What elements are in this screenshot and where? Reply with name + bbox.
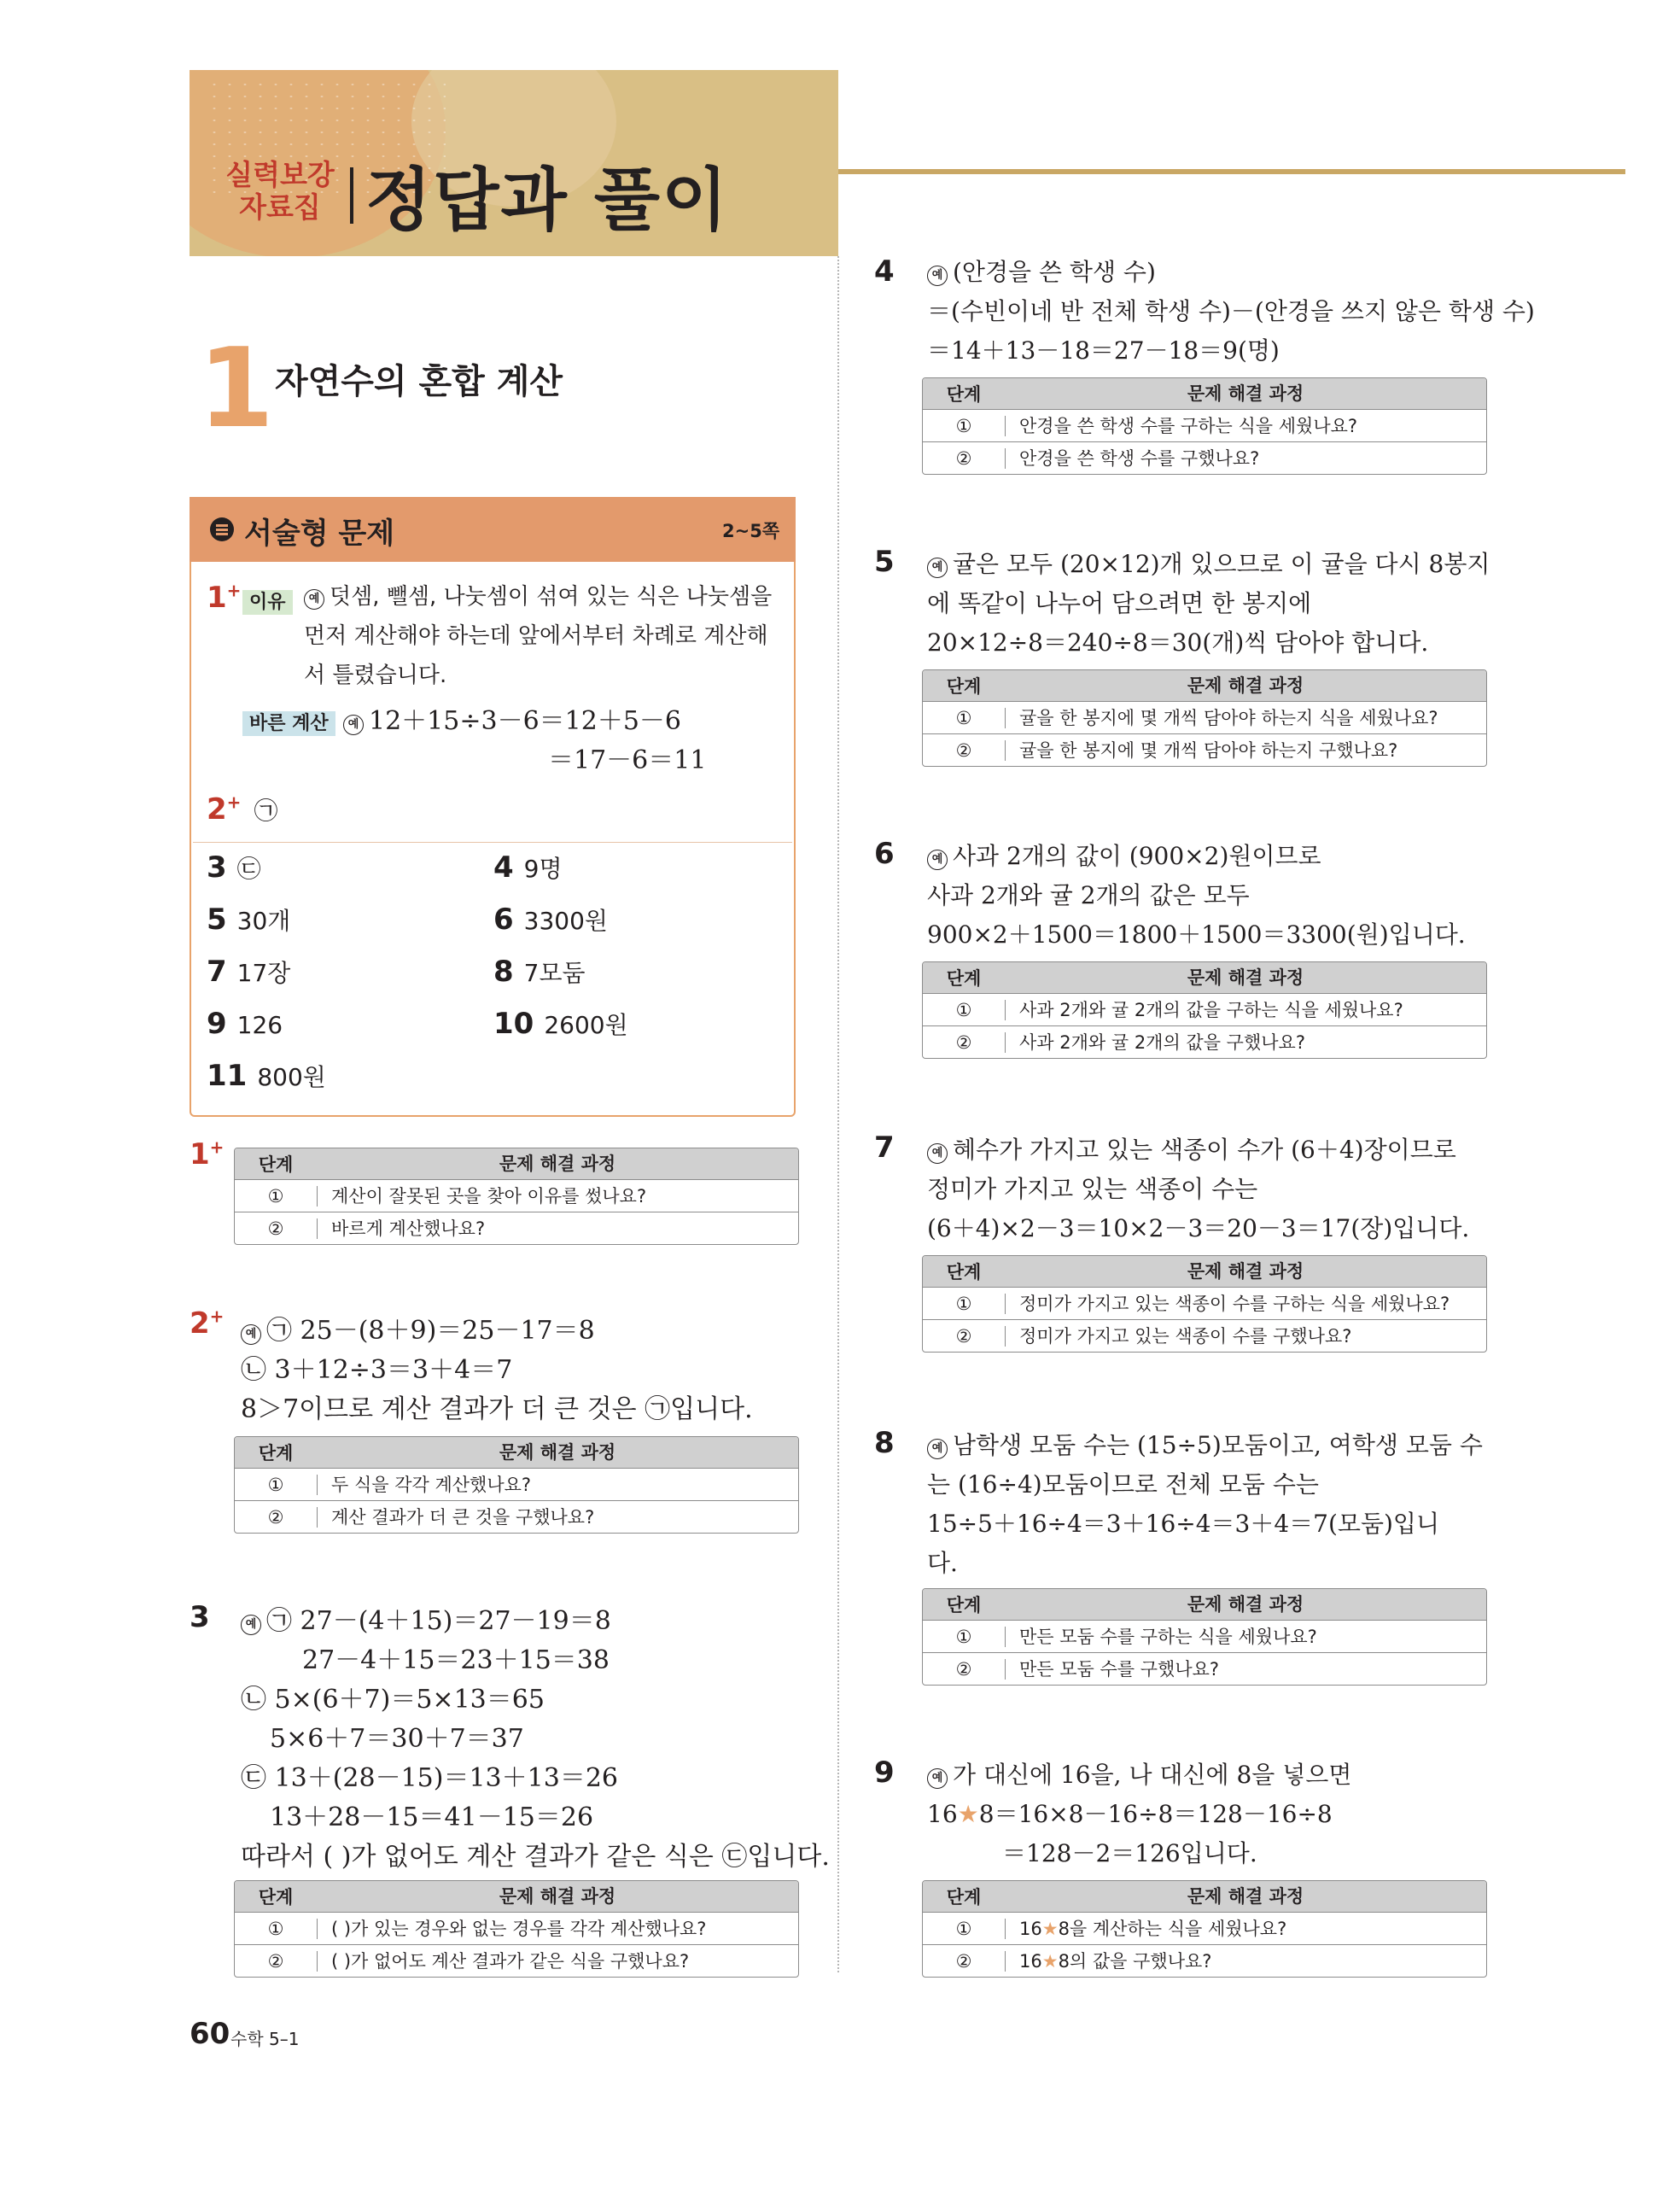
answer-value: 7모둠	[523, 959, 586, 987]
solution-q9: 예 가 대신에 16을, 나 대신에 8을 넣으면 16★8＝16×8－16÷8＝128－16÷8 ＝128－2＝126입니다.	[927, 1761, 1352, 1867]
example-icon: 예	[241, 1615, 261, 1635]
answer-item	[207, 1059, 326, 1093]
right-q9-number: 9	[874, 1756, 895, 1790]
header-rule	[838, 169, 1625, 174]
answer-value: 2600원	[544, 1011, 628, 1039]
right-q7-number: 7	[874, 1131, 895, 1165]
right-q5-number: 5	[874, 545, 895, 579]
solution-q5: 예 귤은 모두 (20×12)개 있으므로 이 귤을 다시 8봉지 에 똑같이 나누어 담으려면 한 봉지에 20×12÷8＝240÷8＝30(개)씩 담아야 합니다.	[927, 550, 1490, 657]
right-q8-number: 8	[874, 1426, 895, 1460]
answer-value: 126	[236, 1011, 283, 1039]
answer-number: 10	[493, 1007, 534, 1041]
solution-q3: 예 ㉠ 27－(4＋15)＝27－19＝8 27－4＋15＝23＋15＝38 ㉡ 5×(6＋7)＝5×13＝65 5×6＋7＝30＋7＝37 ㉢ 13＋(28－15)＝13＋13＝26 13＋28－15＝41－15＝26 따라서 ( )가 없어도 계산 결과가 같은 식은 ㉢입니다.	[241, 1606, 830, 1872]
correct-calc: 예 12＋15÷3－6＝12＋5－6 ＝17－6＝11	[343, 702, 706, 780]
brand-label	[220, 159, 340, 224]
right-q6-number: 6	[874, 837, 895, 871]
star-icon: ★	[957, 1800, 979, 1828]
star-icon: ★	[1041, 1950, 1059, 1972]
correct-calc-tag: 바른 계산	[242, 709, 335, 735]
brand-divider	[350, 167, 353, 224]
reason-tag: 이유	[242, 587, 293, 614]
summary-q2: 2+ ㉠	[207, 792, 278, 827]
left-q1-number: 1+	[190, 1137, 225, 1172]
rubric-q6: 단계 문제 해결 과정 ① 사과 2개와 귤 2개의 값을 구하는 식을 세웠나요? ② 사과 2개와 귤 2개의 값을 구했나요?	[922, 961, 1487, 1059]
answer-number: 11	[207, 1059, 248, 1093]
answer-number: 6	[493, 903, 514, 937]
answer-item	[493, 850, 563, 885]
example-icon: 예	[927, 850, 948, 870]
answer-number: 7	[207, 955, 227, 989]
solution-q8: 예 남학생 모둠 수는 (15÷5)모둠이고, 여학생 모둠 수 는 (16÷4)모둠이므로 전체 모둠 수는 15÷5＋16÷4＝3＋16÷4＝3＋4＝7(모둠)입니 다.	[927, 1431, 1483, 1577]
answer-value: 30개	[236, 907, 291, 935]
question-number: 1+	[207, 581, 242, 616]
rubric-q9: 단계 문제 해결 과정 ① 16★8을 계산하는 식을 세웠나요? ② 16★8의 값을 구했나요?	[922, 1880, 1487, 1978]
star-icon: ★	[1041, 1918, 1059, 1939]
answer-item	[493, 955, 586, 989]
rubric-q3: 단계 문제 해결 과정 ① ( )가 있는 경우와 없는 경우를 각각 계산했나요? ② ( )가 없어도 계산 결과가 같은 식을 구했나요?	[234, 1880, 799, 1978]
solution-q6: 예 사과 2개의 값이 (900×2)원이므로 사과 2개와 귤 2개의 값은 모두 900×2＋1500＝1800＋1500＝3300(원)입니다.	[927, 842, 1466, 949]
summary-q1-reason: 예 덧셈, 뺄셈, 나눗셈이 섞여 있는 식은 나눗셈을 먼저 계산해야 하는데 앞에서부터 차례로 계산해 서 틀렸습니다.	[304, 584, 773, 688]
rubric-q8: 단계 문제 해결 과정 ① 만든 모둠 수를 구하는 식을 세웠나요? ② 만든 모둠 수를 구했나요?	[922, 1588, 1487, 1686]
answer-number: 3	[207, 850, 227, 885]
answer-value: 3300원	[523, 907, 608, 935]
left-q2-number: 2+	[190, 1306, 225, 1341]
summary-separator	[193, 842, 792, 843]
answer-item	[207, 850, 261, 885]
solution-q7: 예 혜수가 가지고 있는 색종이 수가 (6＋4)장이므로 정미가 가지고 있는 색종이 수는 (6＋4)×2－3＝10×2－3＝20－3＝17(장)입니다.	[927, 1136, 1470, 1242]
brand-line-2: 자료집	[239, 190, 321, 224]
answer-item	[207, 903, 290, 937]
answer-item	[207, 1007, 283, 1041]
answer-item	[493, 903, 608, 937]
answer-item	[493, 1007, 628, 1041]
rubric-q7: 단계 문제 해결 과정 ① 정미가 가지고 있는 색종이 수를 구하는 식을 세웠나요? ② 정미가 가지고 있는 색종이 수를 구했나요?	[922, 1255, 1487, 1353]
example-icon: 예	[927, 558, 948, 578]
answer-value: 9명	[523, 855, 563, 883]
answer-item	[207, 955, 290, 989]
example-icon: 예	[927, 1768, 948, 1789]
list-icon	[210, 517, 234, 541]
chapter-title: 자연수의 혼합 계산	[275, 362, 563, 401]
answer-value: 17장	[236, 959, 291, 987]
answer-number: 5	[207, 903, 227, 937]
rubric-q2: 단계 문제 해결 과정 ① 두 식을 각각 계산했나요? ② 계산 결과가 더 큰 것을 구했나요?	[234, 1436, 799, 1534]
example-icon: 예	[927, 1439, 948, 1459]
page-title: 정답과 풀이	[365, 161, 730, 240]
rubric-q4: 단계 문제 해결 과정 ① 안경을 쓴 학생 수를 구하는 식을 세웠나요? ② 안경을 쓴 학생 수를 구했나요?	[922, 377, 1487, 475]
left-q3-number: 3	[190, 1600, 210, 1634]
rubric-q5: 단계 문제 해결 과정 ① 귤을 한 봉지에 몇 개씩 담아야 하는지 식을 세웠나요? ② 귤을 한 봉지에 몇 개씩 담아야 하는지 구했나요?	[922, 669, 1487, 767]
subject-label: 수학 5–1	[230, 2029, 300, 2049]
example-icon: 예	[304, 589, 324, 610]
right-q4-number: 4	[874, 254, 895, 289]
answer-value: 800원	[257, 1063, 326, 1091]
example-icon: 예	[927, 266, 948, 286]
example-icon: 예	[927, 1143, 948, 1164]
answer-summary-title: 서술형 문제	[244, 517, 395, 551]
answer-number: 4	[493, 850, 514, 885]
column-divider	[837, 256, 839, 1972]
page-number: 60	[190, 2017, 230, 2051]
solution-q4: 예 (안경을 쓴 학생 수) ＝(수빈이네 반 전체 학생 수)－(안경을 쓰지 않은 학생 수) ＝14＋13－18＝27－18＝9(명)	[927, 258, 1535, 365]
answer-summary-pages: 2~5쪽	[722, 521, 780, 541]
summary-q1	[207, 581, 241, 615]
answer-number: 9	[207, 1007, 227, 1041]
answer-value: ㉢	[236, 855, 261, 883]
example-icon: 예	[343, 715, 364, 735]
brand-line-1: 실력보강	[225, 158, 335, 191]
rubric-q1: 단계 문제 해결 과정 ① 계산이 잘못된 곳을 찾아 이유를 썼나요? ② 바르게 계산했나요?	[234, 1148, 799, 1245]
answer-number: 8	[493, 955, 514, 989]
example-icon: 예	[241, 1324, 261, 1345]
chapter-number: 1	[198, 325, 275, 453]
solution-q2: 예 ㉠ 25－(8＋9)＝25－17＝8 ㉡ 3＋12÷3＝3＋4＝7 8＞7이므로 계산 결과가 더 큰 것은 ㉠입니다.	[241, 1316, 753, 1424]
